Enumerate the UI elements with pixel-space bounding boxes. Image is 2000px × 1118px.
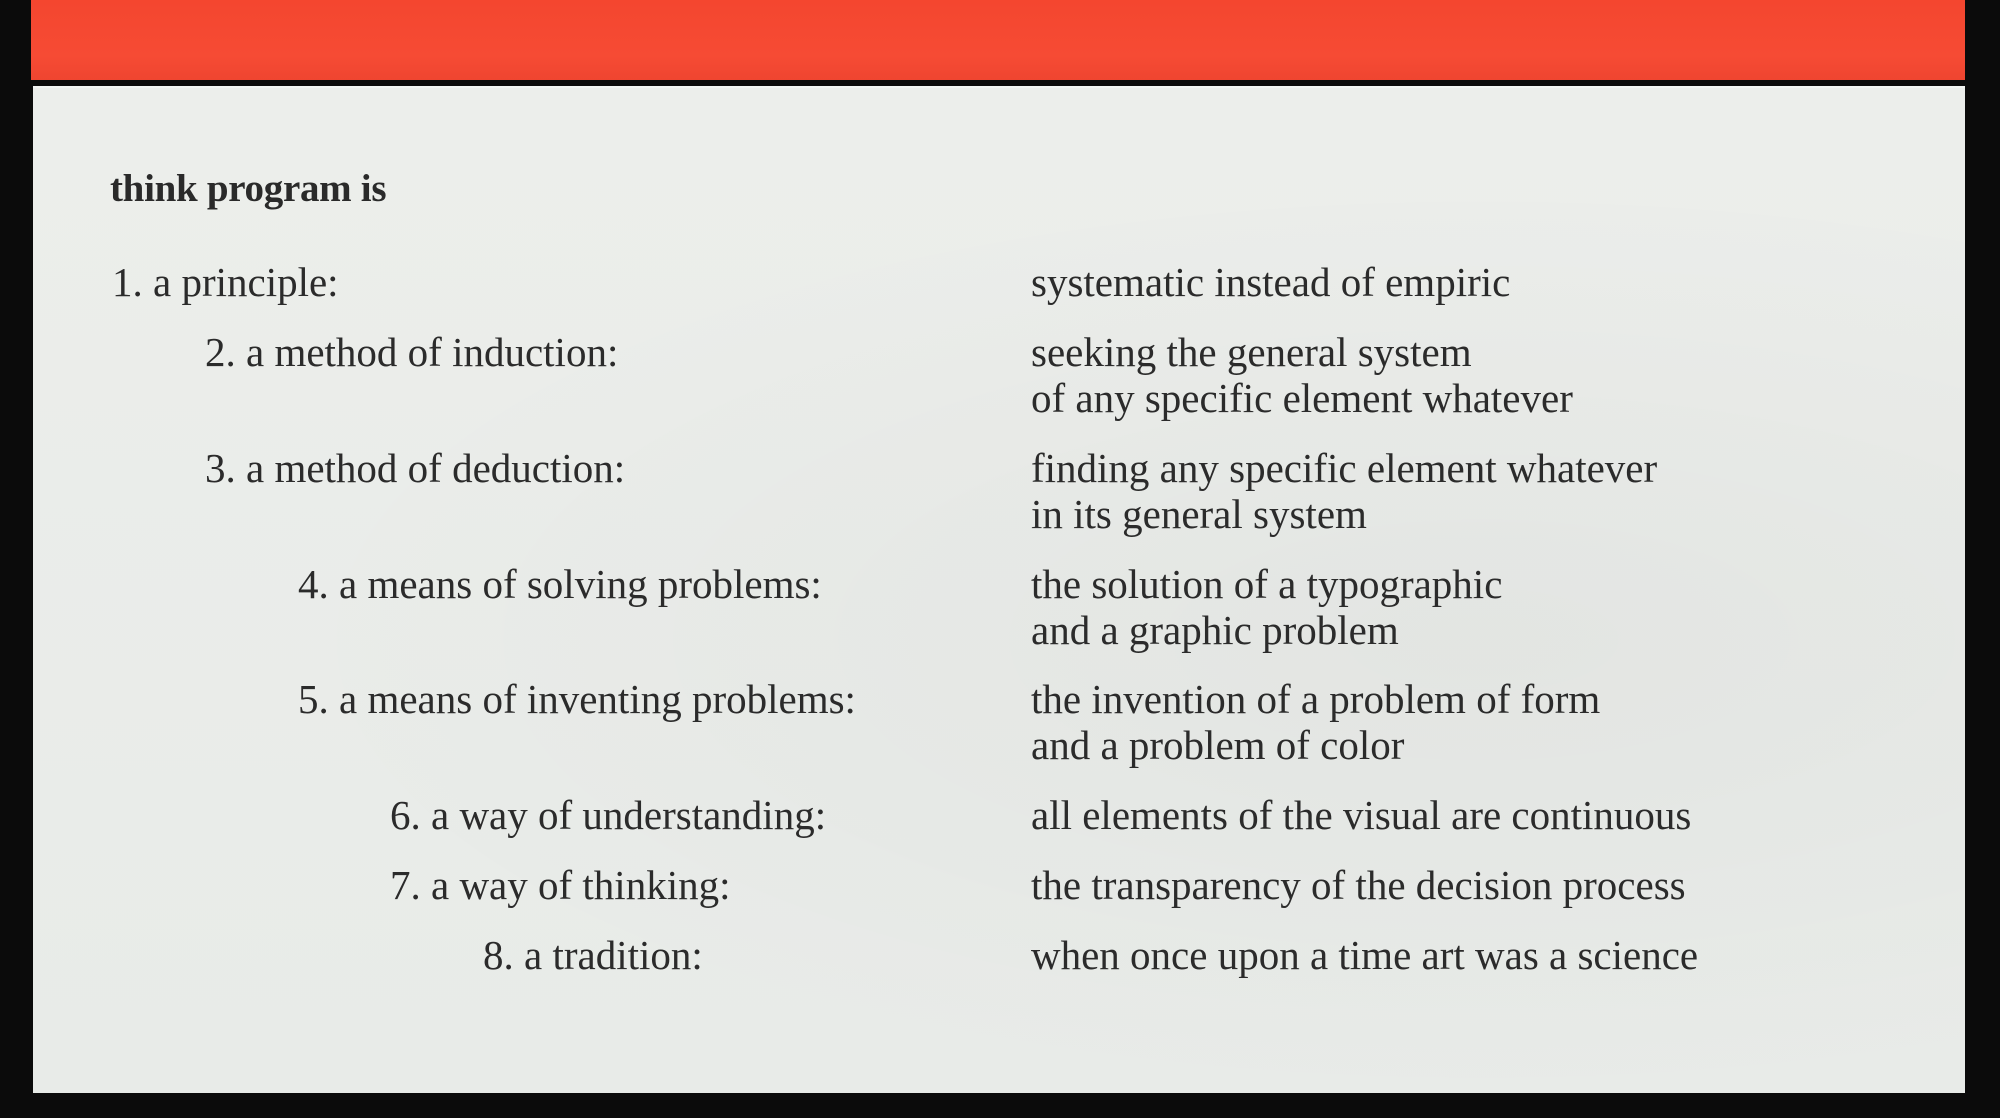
item-description-1 <box>1031 259 1510 305</box>
item-description-7 <box>1031 862 1686 908</box>
item-label-7: 7. a way of thinking: <box>390 862 731 908</box>
item-description-line: the transparency of the decision process <box>1031 862 1686 908</box>
item-description-3 <box>1031 445 1657 537</box>
item-description-line: and a problem of color <box>1031 722 1405 768</box>
item-description-2 <box>1031 329 1573 421</box>
item-description-5 <box>1031 676 1600 768</box>
card-title: think program is <box>110 167 387 210</box>
item-description-line: in its general system <box>1031 491 1367 537</box>
item-description-line: and a graphic problem <box>1031 607 1399 653</box>
red-cover-band <box>31 0 1965 80</box>
item-label-3: 3. a method of deduction: <box>205 445 626 491</box>
item-label-6: 6. a way of understanding: <box>390 792 827 838</box>
item-description-line: the solution of a typographic <box>1031 561 1503 607</box>
item-label-2: 2. a method of induction: <box>205 329 619 375</box>
item-description-line: seeking the general system <box>1031 329 1472 375</box>
item-description-line: when once upon a time art was a science <box>1031 932 1699 978</box>
item-description-line: finding any specific element whatever <box>1031 445 1658 491</box>
item-label-5: 5. a means of inventing problems: <box>298 676 856 722</box>
item-label-4: 4. a means of solving problems: <box>298 561 822 607</box>
item-description-8 <box>1031 932 1698 978</box>
item-label-8: 8. a tradition: <box>483 932 703 978</box>
item-description-4 <box>1031 561 1502 653</box>
item-description-6 <box>1031 792 1691 838</box>
item-label-1: 1. a principle: <box>112 259 339 305</box>
item-description-line: systematic instead of empiric <box>1031 259 1511 305</box>
item-description-line: all elements of the visual are continuous <box>1031 792 1692 838</box>
item-description-line: the invention of a problem of form <box>1031 676 1601 722</box>
item-description-line: of any specific element whatever <box>1031 375 1573 421</box>
